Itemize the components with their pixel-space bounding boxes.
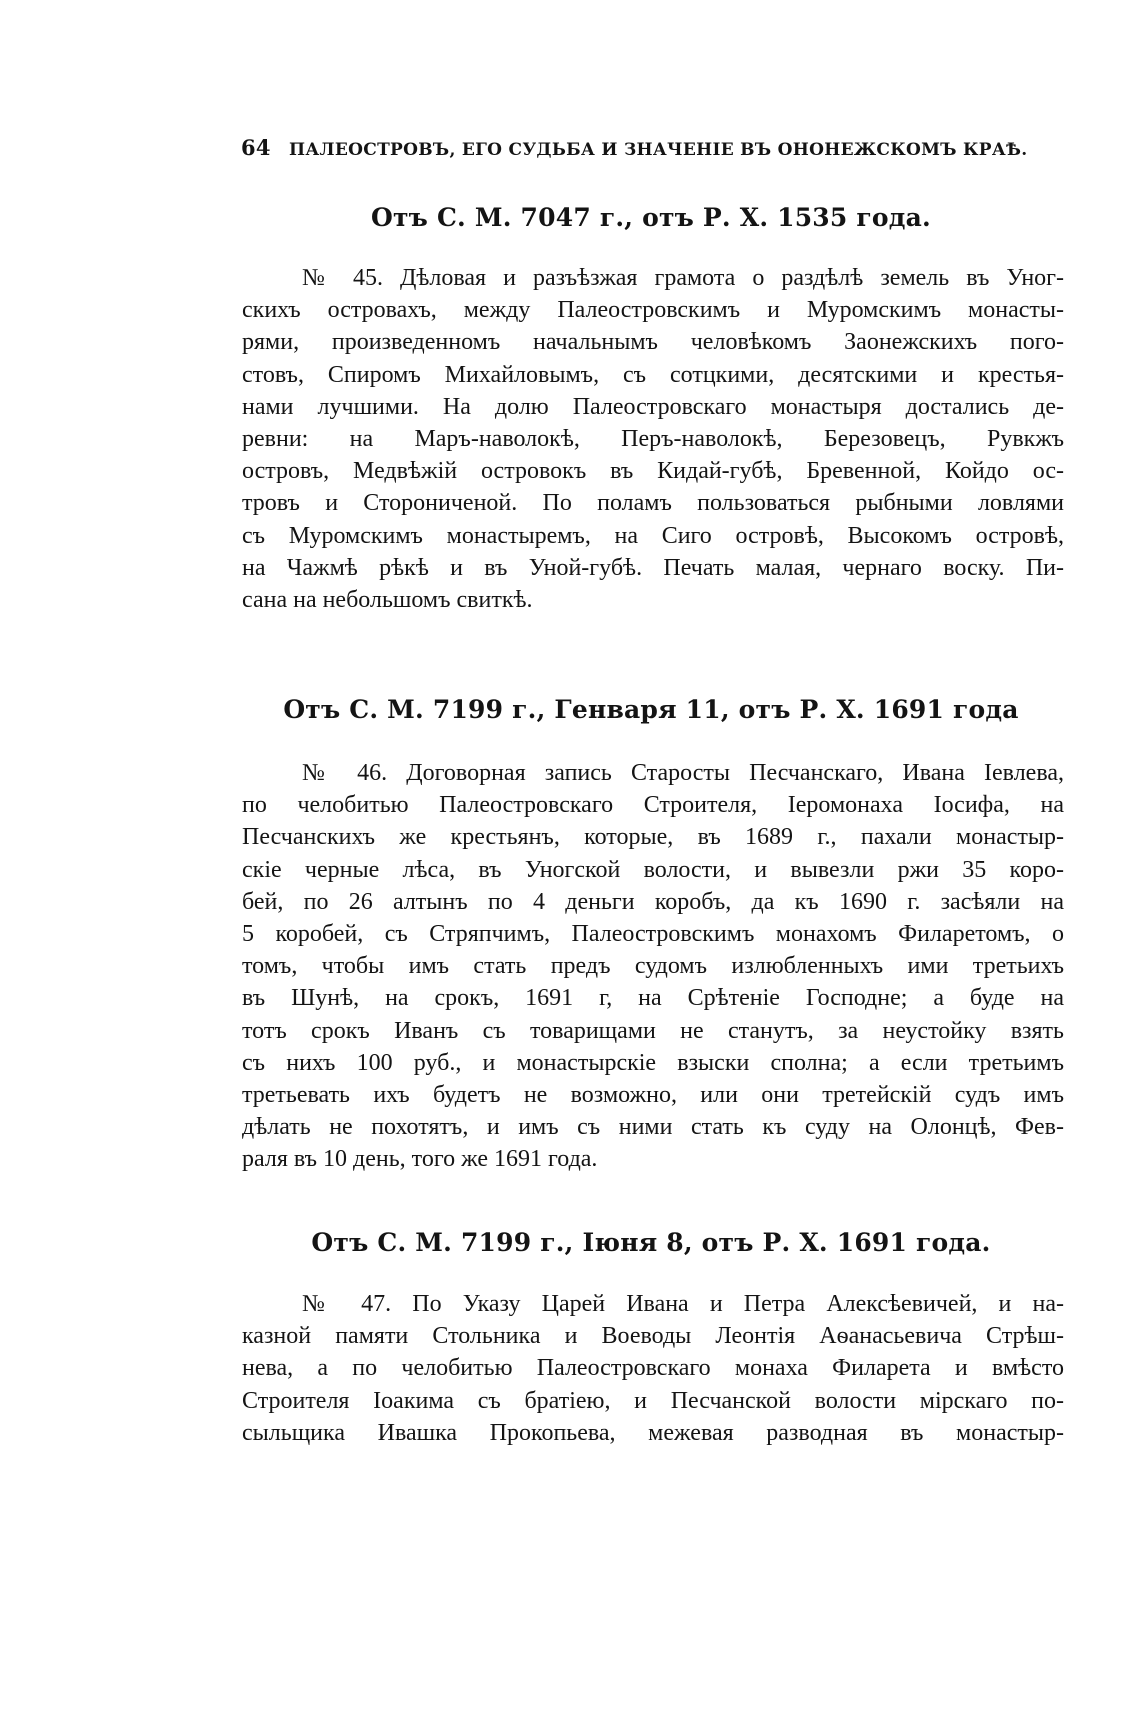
running-head bbox=[241, 135, 1061, 160]
entry-45 bbox=[242, 262, 1064, 616]
entry-line: рями, произведенномъ начальнымъ человѣкомъ Заонежскихъ пого- bbox=[242, 329, 1064, 356]
page-number: 64 bbox=[241, 135, 271, 160]
entry-line: № 45. Дѣловая и разъѣзжая грамота о раздѣлѣ земель въ Уног- bbox=[302, 265, 1064, 291]
entry-line: томъ, чтобы имъ стать предъ судомъ излюбленныхъ ими третьихъ bbox=[242, 953, 1064, 980]
entry-line: третьевать ихъ будетъ не возможно, или они третейскій судъ имъ bbox=[242, 1082, 1064, 1109]
entry-line: бей, по 26 алтынъ по 4 деньги коробъ, да къ 1690 г. засѣяли на bbox=[242, 888, 1064, 915]
entry-line: тотъ срокъ Иванъ съ товарищами не станутъ, за неустойку взять bbox=[242, 1017, 1064, 1044]
entry-line: на Чажмѣ рѣкѣ и въ Уной-губѣ. Печать малая, чернаго воску. Пи- bbox=[242, 554, 1064, 581]
entry-line: островъ, Медвѣжій островокъ въ Кидай-губѣ, Бревенной, Койдо ос- bbox=[242, 458, 1064, 485]
entry-line: № 46. Договорная запись Старосты Песчанскаго, Ивана Іевлева, bbox=[302, 760, 1064, 786]
entry-line: по челобитью Палеостровскаго Строителя, Іеромонаха Іосифа, на bbox=[242, 792, 1064, 819]
entry-line: стовъ, Спиромъ Михайловымъ, съ сотцкими, десятскими и крестья- bbox=[242, 361, 1064, 388]
entry-line: дѣлать не похотятъ, и имъ съ ними стать къ суду на Олонцѣ, Фев- bbox=[242, 1114, 1064, 1141]
entry-line: тровъ и Сторониченой. По поламъ пользоваться рыбными ловлями bbox=[242, 490, 1064, 517]
entry-line: сыльщика Ивашка Прокопьева, межевая разводная въ монастыр- bbox=[242, 1419, 1064, 1446]
entry-line: № 47. По Указу Царей Ивана и Петра Алексѣевичей, и на- bbox=[302, 1291, 1064, 1317]
entry-line: нами лучшими. На долю Палеостровскаго монастыря достались де- bbox=[242, 393, 1064, 420]
entry-line: нева, а по челобитью Палеостровскаго монаха Филарета и вмѣсто bbox=[242, 1355, 1064, 1382]
entry-line: съ нихъ 100 руб., и монастырскіе взыски сполна; а если третьимъ bbox=[242, 1049, 1064, 1076]
date-heading-46: Отъ С. М. 7199 г., Генваря 11, отъ Р. Х. 1691 года bbox=[283, 695, 1019, 724]
entry-line: скіе черные лѣса, въ Уногской волости, и вывезли ржи 35 коро- bbox=[242, 856, 1064, 883]
entry-line: ревни: на Маръ-наволокѣ, Перъ-наволокѣ, Березовецъ, Рувкжъ bbox=[242, 426, 1064, 453]
entry-line: скихъ островахъ, между Палеостровскимъ и Муромскимъ монасты- bbox=[242, 297, 1064, 324]
entry-line: 5 коробей, съ Стряпчимъ, Палеостровскимъ монахомъ Филаретомъ, о bbox=[242, 921, 1064, 948]
entry-line: Строителя Іоакима съ братіею, и Песчанской волости мірскаго по- bbox=[242, 1387, 1064, 1414]
running-title: ПАЛЕОСТРОВЪ, ЕГО СУДЬБА И ЗНАЧЕНІЕ ВЪ ОНОНЕЖСКОМЪ КРАѢ. bbox=[289, 140, 1028, 160]
entry-47 bbox=[242, 1288, 1064, 1449]
entry-line: сана на небольшомъ свиткѣ. bbox=[242, 587, 533, 614]
entry-line: казной памяти Стольника и Воеводы Леонтія Аѳанасьевича Стрѣш- bbox=[242, 1323, 1064, 1350]
date-heading-47: Отъ С. М. 7199 г., Іюня 8, отъ Р. Х. 1691 года. bbox=[311, 1228, 991, 1257]
entry-46 bbox=[242, 757, 1064, 1176]
entry-line: съ Муромскимъ монастыремъ, на Сиго островѣ, Высокомъ островѣ, bbox=[242, 522, 1064, 549]
entry-line: Песчанскихъ же крестьянъ, которые, въ 1689 г., пахали монастыр- bbox=[242, 824, 1064, 851]
entry-line: раля въ 10 день, того же 1691 года. bbox=[242, 1146, 598, 1173]
date-heading-45: Отъ С. М. 7047 г., отъ Р. Х. 1535 года. bbox=[371, 203, 931, 232]
entry-line: въ Шунѣ, на срокъ, 1691 г, на Срѣтеніе Господне; а буде на bbox=[242, 985, 1064, 1012]
